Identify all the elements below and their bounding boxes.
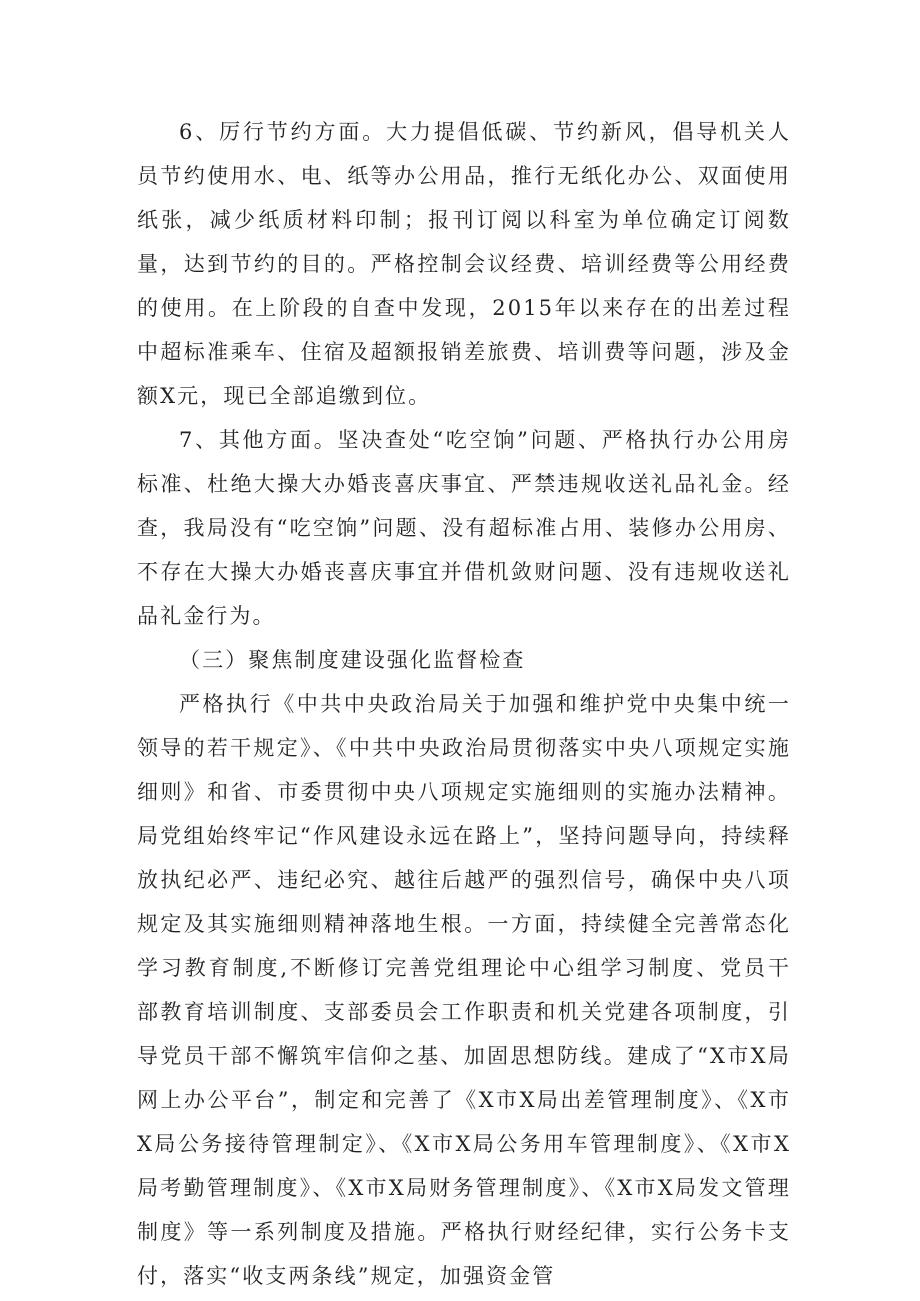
document-body: [137, 110, 791, 1298]
paragraph-other: 7、其他方面。坚决查处“吃空饷”问题、严格执行办公用房标准、杜绝大操大办婚丧喜庆事宜、严禁违规收送礼品礼金。经查，我局没有“吃空饷”问题、没有超标准占用、装修办公用房、不存在大操大办婚丧喜庆事宜并借机敛财问题、没有违规收送礼品礼金行为。: [137, 428, 791, 628]
section-heading: （三）聚焦制度建设强化监督检查: [179, 648, 526, 672]
paragraph-thrift: 6、厉行节约方面。大力提倡低碳、节约新风，倡导机关人员节约使用水、电、纸等办公用品，推行无纸化办公、双面使用纸张，减少纸质材料印制；报刊订阅以科室为单位确定订阅数量，达到节约的目的。严格控制会议经费、培训经费等公用经费的使用。在上阶段的自查中发现，2015年以来存在的出差过程中超标准乘车、住宿及超额报销差旅费、培训费等问题，涉及金额X元，现已全部追缴到位。: [137, 120, 791, 408]
paragraph-institution: 严格执行《中共中央政治局关于加强和维护党中央集中统一领导的若干规定》、《中共中央政治局贯彻落实中央八项规定实施细则》和省、市委贯彻中央八项规定实施细则的实施办法精神。局党组始终牢记“作风建设永远在路上”，坚持问题导向，持续释放执纪必严、违纪必究、越往后越严的强烈信号，确保中央八项规定及其实施细则精神落地生根。一方面，持续健全完善常态化学习教育制度,不断修订完善党组理论中心组学习制度、党员干部教育培训制度、支部委员会工作职责和机关党建各项制度，引导党员干部不懈筑牢信仰之基、加固思想防线。建成了“X市X局网上办公平台”，制定和完善了《X市X局出差管理制度》、《X市X局公务接待管理制定》、《X市X局公务用车管理制度》、《X市X局考勤管理制度》、《X市X局财务管理制度》、《X市X局发文管理制度》等一系列制度及措施。严格执行财经纪律，实行公务卡支付，落实“收支两条线”规定，加强资金管: [137, 692, 791, 1288]
